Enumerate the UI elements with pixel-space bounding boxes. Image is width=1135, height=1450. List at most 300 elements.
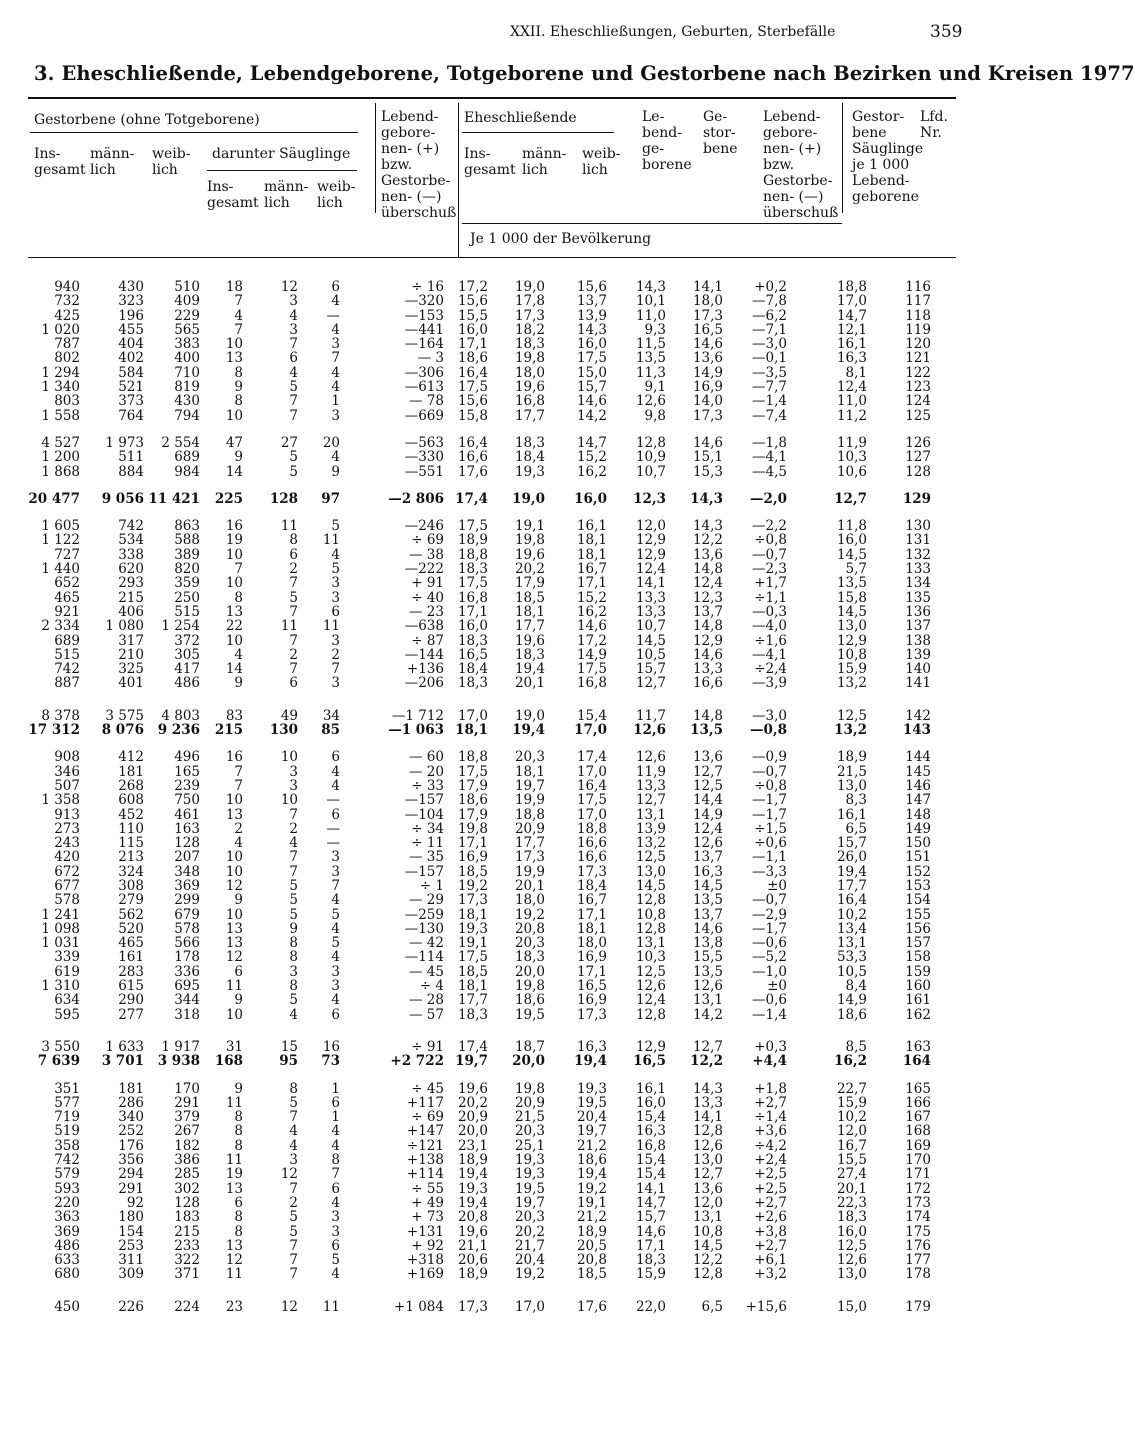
table-cell: —441 [404, 321, 444, 338]
table-cell: 1 122 [41, 532, 80, 549]
table-cell: ÷2,4 [754, 661, 787, 678]
table-cell: 12,6 [635, 749, 666, 766]
table-cell: 19,2 [514, 1266, 545, 1283]
table-cell: 17,5 [457, 575, 488, 592]
table-cell: 1 633 [105, 1038, 144, 1055]
table-cell: 9 056 [101, 490, 144, 507]
table-cell: 12,9 [635, 532, 666, 549]
table-cell: 207 [174, 849, 200, 866]
table-cell: ÷ 40 [411, 589, 444, 606]
table-cell: 21,2 [576, 1209, 607, 1226]
table-cell: 26,0 [836, 849, 867, 866]
table-cell: 20,9 [514, 1094, 545, 1111]
table-cell: 243 [54, 835, 80, 852]
table-row [28, 779, 931, 793]
table-cell: 15,0 [836, 1298, 867, 1315]
table-row [28, 836, 931, 850]
table-body [28, 280, 931, 1314]
table-cell: 11 [322, 618, 340, 635]
table-cell: 16,6 [692, 675, 723, 692]
table-cell: 17,1 [457, 603, 488, 620]
table-cell: 11,0 [635, 307, 666, 324]
table-cell: 1 440 [41, 561, 80, 578]
table-cell: 633 [54, 1252, 80, 1269]
table-cell: 4 [331, 763, 340, 780]
table-cell: 17,3 [457, 892, 488, 909]
table-cell: 13,1 [635, 806, 666, 823]
table-row [28, 822, 931, 836]
table-cell: 383 [174, 336, 200, 353]
table-cell: 20,5 [576, 1237, 607, 1254]
table-cell: 139 [905, 646, 931, 663]
table-cell: 14,6 [692, 434, 723, 451]
table-cell: 10,7 [635, 463, 666, 480]
table-cell: 13 [225, 1237, 243, 1254]
table-cell: 7 [289, 1252, 298, 1269]
table-cell: 10,5 [635, 646, 666, 663]
table-cell: 8 [234, 1223, 243, 1240]
table-cell: 19,9 [514, 863, 545, 880]
table-cell: —0,7 [752, 546, 787, 563]
table-cell: 16,5 [457, 646, 488, 663]
table-cell: —563 [404, 434, 444, 451]
table-cell: —613 [404, 379, 444, 396]
table-cell: 20 [322, 434, 340, 451]
table-cell: 1 605 [41, 518, 80, 535]
table-cell: 317 [118, 632, 144, 649]
table-cell: 155 [905, 906, 931, 923]
table-cell: 921 [54, 603, 80, 620]
table-cell: 4 [289, 1123, 298, 1140]
table-cell: 461 [174, 806, 200, 823]
table-cell: 1 098 [41, 920, 80, 937]
table-row [28, 1008, 931, 1022]
table-cell: 178 [174, 949, 200, 966]
table-cell: 8,5 [845, 1038, 867, 1055]
table-cell: 175 [905, 1223, 931, 1240]
table-cell: 10,2 [836, 906, 867, 923]
table-cell: +2,6 [754, 1209, 787, 1226]
table-cell: 802 [54, 350, 80, 367]
table-cell: ÷ 69 [411, 1109, 444, 1126]
table-cell: 18,3 [836, 1209, 867, 1226]
table-cell: 1 310 [41, 978, 80, 995]
table-cell: 22 [225, 618, 243, 635]
table-cell: + 92 [411, 1237, 444, 1254]
table-cell: 1 340 [41, 379, 80, 396]
table-cell: 19,3 [457, 1180, 488, 1197]
table-cell: +3,6 [754, 1123, 787, 1140]
table-cell: 1 200 [41, 449, 80, 466]
running-header: XXII. Eheschließungen, Geburten, Sterbefälle [510, 24, 836, 40]
table-cell: 19,8 [514, 350, 545, 367]
table-cell: 9 [234, 675, 243, 692]
table-cell: 1 917 [161, 1038, 200, 1055]
ehe-group-rule [462, 132, 614, 133]
header-s-insgesamt: Ins- gesamt [207, 179, 259, 211]
table-cell: 18,0 [692, 293, 723, 310]
table-cell: 15,4 [635, 1152, 666, 1169]
table-cell: 18,1 [457, 978, 488, 995]
table-cell: 425 [54, 307, 80, 324]
table-cell: 17,3 [576, 863, 607, 880]
table-cell: 21,5 [836, 763, 867, 780]
table-row [28, 394, 931, 408]
table-cell: 17,1 [457, 336, 488, 353]
table-cell: 4 [331, 379, 340, 396]
table-cell: 137 [905, 618, 931, 635]
table-cell: 3 938 [157, 1053, 200, 1070]
table-cell: 9 [234, 892, 243, 909]
table-cell: 27,4 [836, 1166, 867, 1183]
table-cell: —0,3 [752, 603, 787, 620]
table-row [28, 492, 931, 506]
table-cell: 4 [331, 992, 340, 1009]
table-cell: 16,3 [635, 1123, 666, 1140]
table-cell: 7 [289, 603, 298, 620]
table-cell: 13 [225, 350, 243, 367]
table-cell: 10 [225, 849, 243, 866]
table-cell: 7 [289, 393, 298, 410]
table-cell: + 49 [411, 1194, 444, 1211]
saeuglinge-group-rule [207, 170, 357, 171]
table-cell: 17,3 [692, 307, 723, 324]
table-cell: 5 [289, 877, 298, 894]
table-cell: 159 [905, 963, 931, 980]
table-cell: 16,3 [692, 863, 723, 880]
table-cell: 10 [280, 792, 298, 809]
table-cell: 19,3 [457, 920, 488, 937]
table-cell: 1 558 [41, 407, 80, 424]
table-cell: 13,7 [576, 293, 607, 310]
table-cell: 19,3 [514, 463, 545, 480]
table-cell: 3 [331, 963, 340, 980]
table-cell: 6 [331, 1094, 340, 1111]
table-cell: 2 [289, 561, 298, 578]
per-1000-rule-top [462, 223, 842, 224]
table-cell: ÷1,4 [754, 1109, 787, 1126]
table-cell: ÷ 16 [411, 279, 444, 295]
table-cell: 372 [174, 632, 200, 649]
table-cell: 20,8 [514, 920, 545, 937]
table-cell: 16,9 [692, 379, 723, 396]
table-cell: 49 [280, 707, 298, 724]
table-cell: —2,0 [750, 490, 787, 507]
table-cell: 11,0 [836, 393, 867, 410]
table-cell: 17,5 [457, 763, 488, 780]
table-cell: 273 [54, 820, 80, 837]
table-cell: 562 [118, 906, 144, 923]
table-cell: 5,7 [845, 561, 867, 578]
table-cell: 5 [289, 1209, 298, 1226]
table-cell: ±0 [767, 877, 787, 894]
table-row [28, 465, 931, 479]
table-cell: 15,6 [457, 293, 488, 310]
table-cell: 144 [905, 749, 931, 766]
table-cell: 13,7 [692, 849, 723, 866]
table-cell: 170 [905, 1152, 931, 1169]
table-cell: 18,3 [457, 1006, 488, 1023]
table-cell: ÷ 33 [411, 777, 444, 794]
table-cell: 4 [234, 835, 243, 852]
table-cell: 196 [118, 307, 144, 324]
table-cell: 19,8 [457, 820, 488, 837]
table-cell: 15,4 [576, 707, 607, 724]
table-cell: 12,3 [692, 589, 723, 606]
table-cell: 356 [118, 1152, 144, 1169]
table-cell: 5 [289, 589, 298, 606]
table-cell: 13,5 [635, 350, 666, 367]
table-cell: 409 [174, 293, 200, 310]
table-cell: 17,5 [576, 661, 607, 678]
table-cell: 13,0 [836, 618, 867, 635]
table-cell: 4 803 [161, 707, 200, 724]
table-cell: 285 [174, 1166, 200, 1183]
table-cell: 7 639 [37, 1053, 80, 1070]
table-cell: 13,0 [692, 1152, 723, 1169]
table-cell: 10,7 [635, 618, 666, 635]
table-cell: 16,1 [576, 518, 607, 535]
table-cell: 12,6 [635, 393, 666, 410]
table-cell: 7 [331, 661, 340, 678]
table-cell: ÷1,6 [754, 632, 787, 649]
table-cell: 20,8 [457, 1209, 488, 1226]
table-cell: 3 [289, 777, 298, 794]
table-cell: 18,9 [836, 749, 867, 766]
header-e-insgesamt: Ins- gesamt [464, 146, 516, 178]
table-cell: 229 [174, 307, 200, 324]
table-cell: + 73 [411, 1209, 444, 1226]
table-cell: 13,9 [576, 307, 607, 324]
table-cell: 940 [54, 279, 80, 295]
table-cell: 8 076 [101, 722, 144, 739]
table-cell: 13,5 [690, 722, 723, 739]
table-cell: 19,6 [514, 632, 545, 649]
table-cell: 286 [118, 1094, 144, 1111]
table-cell: 12,7 [692, 763, 723, 780]
table-cell: 181 [118, 763, 144, 780]
table-cell: ÷0,8 [754, 777, 787, 794]
table-cell: 17,0 [514, 1298, 545, 1315]
table-cell: 16,8 [514, 393, 545, 410]
table-cell: 19,8 [514, 532, 545, 549]
table-cell: 16,0 [457, 618, 488, 635]
table-cell: 5 [289, 379, 298, 396]
table-cell: 95 [279, 1053, 298, 1070]
table-cell: 9 [331, 463, 340, 480]
table-cell: 19,9 [514, 792, 545, 809]
table-cell: 7 [289, 632, 298, 649]
table-cell: 10,8 [635, 906, 666, 923]
table-cell: —1,8 [752, 434, 787, 451]
table-cell: 19,3 [514, 1166, 545, 1183]
table-cell: 163 [174, 820, 200, 837]
table-row [28, 323, 931, 337]
table-cell: 8 [234, 1123, 243, 1140]
table-cell: 16,6 [457, 449, 488, 466]
table-cell: 11,9 [635, 763, 666, 780]
table-cell: ÷1,5 [754, 820, 787, 837]
table-cell: 151 [905, 849, 931, 866]
table-cell: 2 [234, 820, 243, 837]
table-cell: 17,1 [457, 835, 488, 852]
table-cell: — 29 [409, 892, 444, 909]
table-cell: 18,6 [457, 792, 488, 809]
table-cell: —0,7 [752, 763, 787, 780]
table-cell: 17,2 [457, 279, 488, 295]
column-separator [842, 103, 843, 213]
table-cell: 13 [225, 1180, 243, 1197]
table-cell: 764 [118, 407, 144, 424]
page-number: 359 [930, 22, 963, 42]
table-cell: 13,4 [836, 920, 867, 937]
table-cell: 173 [905, 1194, 931, 1211]
table-cell: 226 [118, 1298, 144, 1315]
table-cell: 10 [225, 407, 243, 424]
table-cell: 20,3 [514, 749, 545, 766]
table-cell: 18,1 [576, 920, 607, 937]
table-cell: 118 [905, 307, 931, 324]
table-row [28, 576, 931, 590]
table-cell: — 42 [409, 935, 444, 952]
table-cell: 19,7 [455, 1053, 488, 1070]
table-cell: 267 [174, 1123, 200, 1140]
table-cell: 13,0 [836, 777, 867, 794]
data-table [28, 280, 931, 1314]
table-cell: 2 [289, 646, 298, 663]
table-cell: 18,3 [635, 1252, 666, 1269]
table-cell: 12,8 [692, 1123, 723, 1140]
table-cell: 14,6 [576, 393, 607, 410]
header-maennlich: männ- lich [90, 146, 135, 178]
table-cell: 6 [289, 675, 298, 692]
table-cell: 14,6 [576, 618, 607, 635]
table-cell: 15,6 [457, 393, 488, 410]
header-saeuglinge-group: darunter Säuglinge [212, 146, 351, 162]
table-cell: ±0 [767, 978, 787, 995]
table-cell: 168 [214, 1053, 243, 1070]
table-cell: 19,4 [576, 1166, 607, 1183]
table-cell: 130 [905, 518, 931, 535]
table-cell: 13,9 [635, 820, 666, 837]
table-cell: 14,5 [692, 877, 723, 894]
table-cell: 710 [174, 364, 200, 381]
table-cell: 4 [331, 892, 340, 909]
table-cell: 145 [905, 763, 931, 780]
table-cell: 20,1 [514, 877, 545, 894]
table-cell: 121 [905, 350, 931, 367]
table-cell: —0,6 [752, 992, 787, 1009]
table-cell: 171 [905, 1166, 931, 1183]
table-cell: 128 [174, 1194, 200, 1211]
table-cell: 584 [118, 364, 144, 381]
table-cell: 8 [289, 949, 298, 966]
table-cell: 1 973 [105, 434, 144, 451]
table-cell: 14,9 [692, 806, 723, 823]
table-cell: +117 [406, 1094, 444, 1111]
row-spacer [28, 1282, 931, 1300]
table-cell: 19,5 [514, 1006, 545, 1023]
table-cell: 17,3 [514, 849, 545, 866]
table-cell: —7,8 [752, 293, 787, 310]
table-cell: 16,5 [576, 978, 607, 995]
table-cell: +6,1 [754, 1252, 787, 1269]
table-cell: 14,6 [692, 646, 723, 663]
table-cell: 17,0 [836, 293, 867, 310]
table-row [28, 1139, 931, 1153]
table-cell: 18,5 [457, 963, 488, 980]
table-cell: —551 [404, 463, 444, 480]
table-cell: 6 [289, 546, 298, 563]
table-cell: 4 [234, 646, 243, 663]
table-cell: 18,4 [457, 661, 488, 678]
table-cell: 11,3 [635, 364, 666, 381]
table-cell: 9 236 [157, 722, 200, 739]
table-cell: 250 [174, 589, 200, 606]
table-cell: 8 [331, 1152, 340, 1169]
table-cell: 19,5 [514, 1180, 545, 1197]
table-cell: 19,7 [576, 1123, 607, 1140]
header-gestorbene: Ge- stor- bene [703, 109, 738, 157]
table-cell: 16,2 [576, 463, 607, 480]
table-cell: 18,3 [457, 561, 488, 578]
table-cell: 7 [289, 1237, 298, 1254]
table-cell: 177 [905, 1252, 931, 1269]
table-cell: 117 [905, 293, 931, 310]
table-cell: 13 [225, 920, 243, 937]
table-cell: 122 [905, 364, 931, 381]
table-cell: 369 [174, 877, 200, 894]
table-cell: 5 [289, 906, 298, 923]
table-cell: 19,6 [457, 1080, 488, 1097]
table-cell: 16,3 [576, 1038, 607, 1055]
table-cell: 5 [331, 906, 340, 923]
table-cell: 154 [118, 1223, 144, 1240]
table-cell: 153 [905, 877, 931, 894]
table-cell: 5 [331, 935, 340, 952]
table-cell: 183 [174, 1209, 200, 1226]
table-cell: 4 [331, 546, 340, 563]
table-cell: 16,7 [576, 561, 607, 578]
table-cell: 17,0 [457, 707, 488, 724]
table-cell: 18,3 [514, 434, 545, 451]
table-cell: 19,1 [576, 1194, 607, 1211]
table-cell: +2 722 [390, 1053, 444, 1070]
header-insgesamt: Ins- gesamt [34, 146, 86, 178]
table-cell: 8 [289, 978, 298, 995]
table-cell: 17,4 [576, 749, 607, 766]
table-cell: —259 [404, 906, 444, 923]
table-cell: 14,1 [635, 575, 666, 592]
table-cell: 18,6 [576, 1152, 607, 1169]
table-cell: 215 [174, 1223, 200, 1240]
table-cell: 252 [118, 1123, 144, 1140]
table-cell: 325 [118, 661, 144, 678]
table-row [28, 519, 931, 533]
table-cell: 16,1 [836, 336, 867, 353]
table-cell: +2,7 [754, 1194, 787, 1211]
table-cell: 359 [174, 575, 200, 592]
table-cell: 14,3 [692, 518, 723, 535]
table-cell: 496 [174, 749, 200, 766]
table-cell: 127 [905, 449, 931, 466]
table-cell: 17,1 [576, 575, 607, 592]
table-cell: 14,0 [692, 393, 723, 410]
table-cell: 634 [54, 992, 80, 1009]
table-cell: 510 [174, 279, 200, 295]
table-cell: 3 [331, 1209, 340, 1226]
table-cell: 15,5 [457, 307, 488, 324]
